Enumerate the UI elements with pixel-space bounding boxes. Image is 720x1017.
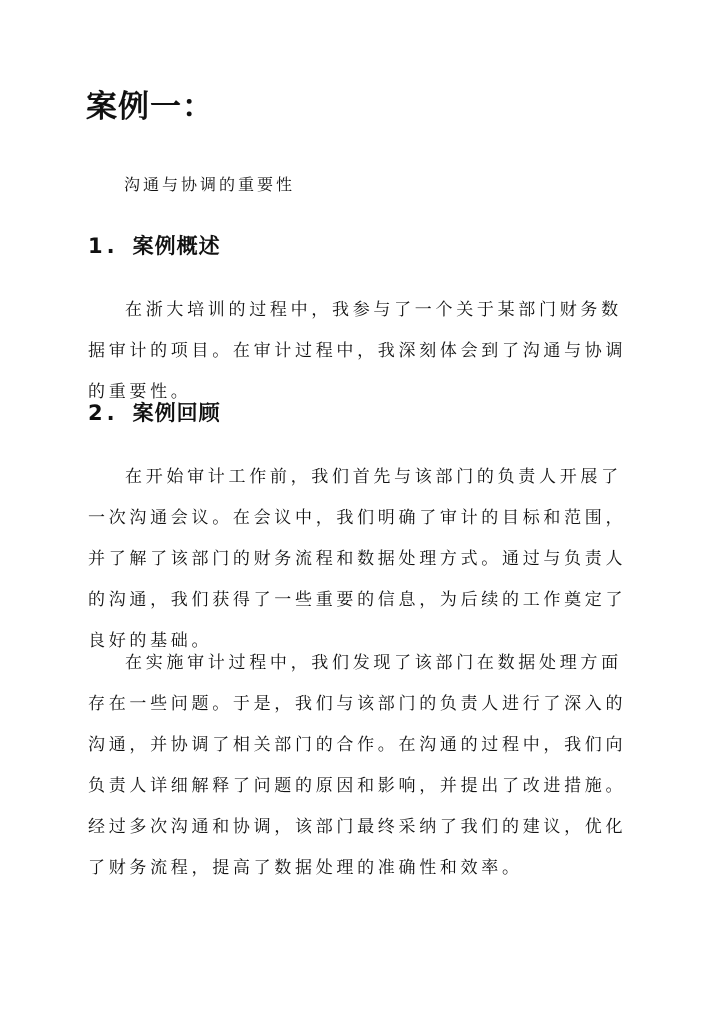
- section-heading-overview: [88, 226, 221, 266]
- paragraph-review-1: 在开始审计工作前，我们首先与该部门的负责人开展了一次沟通会议。在会议中，我们明确了审计的目标和范围，并了解了该部门的财务流程和数据处理方式。通过与负责人的沟通，我们获得了一些重要的信息，为后续的工作奠定了良好的基础。: [88, 467, 627, 651]
- section-title: 案例回顾: [132, 401, 221, 425]
- section-title: 案例概述: [132, 234, 221, 258]
- section-number: 1.: [88, 234, 119, 258]
- paragraph-review-2: 在实施审计过程中，我们发现了该部门在数据处理方面存在一些问题。于是，我们与该部门的负责人进行了深入的沟通，并协调了相关部门的合作。在沟通的过程中，我们向负责人详细解释了问题的原因和影响，并提出了改进措施。经过多次沟通和协调，该部门最终采纳了我们的建议，优化了财务流程，提高了数据处理的准确性和效率。: [88, 653, 627, 878]
- section-heading-review: [88, 393, 221, 433]
- section-number: 2.: [88, 401, 119, 425]
- document-title: 案例一：: [86, 89, 214, 125]
- document-subtitle: 沟通与协调的重要性: [124, 175, 296, 194]
- paragraph-overview: 在浙大培训的过程中，我参与了一个关于某部门财务数据审计的项目。在审计过程中，我深刻体会到了沟通与协调的重要性。: [88, 300, 627, 402]
